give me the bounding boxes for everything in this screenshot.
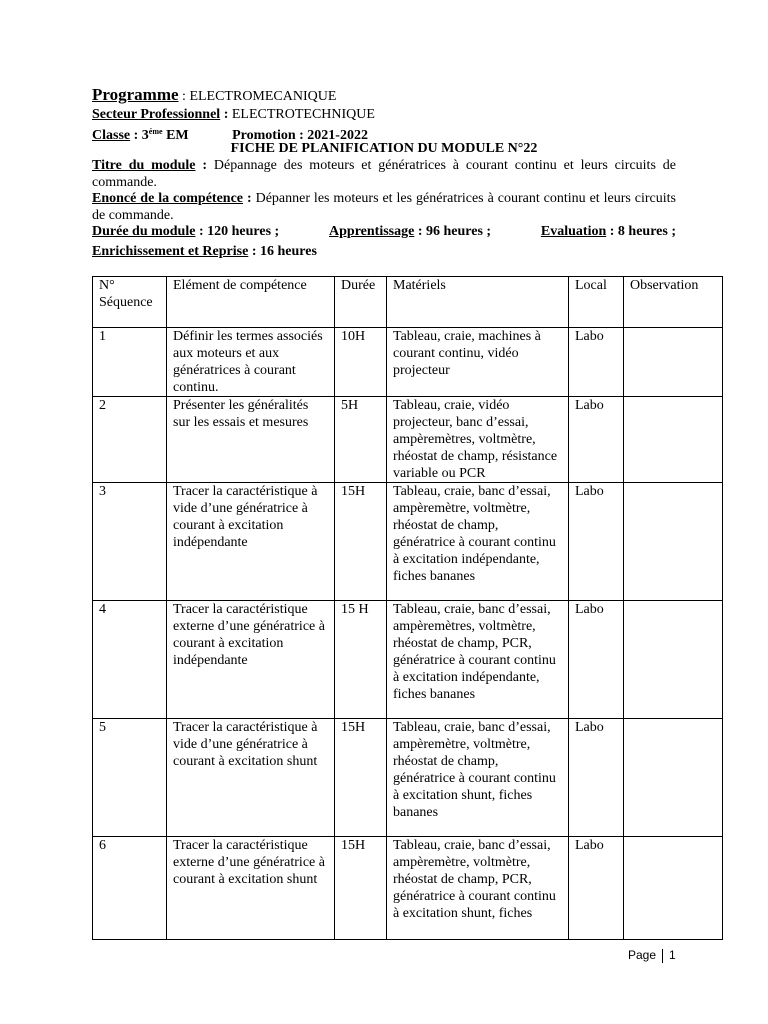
classe-num: 3	[141, 128, 149, 143]
cell-materiels: Tableau, craie, banc d’essai, ampèremètres, voltmètre, rhéostat de champ, PCR, génératrice à courant continu à excitation indépendante, fiches bananes	[387, 601, 569, 719]
table-row	[93, 837, 723, 940]
classe-suffix: EM	[166, 128, 189, 143]
cell-duree: 10H	[335, 328, 387, 397]
secteur-line: Secteur Professionnel : ELECTROTECHNIQUE	[92, 107, 375, 122]
duree-label: Durée du module	[92, 224, 196, 239]
titre-module: Titre du module : Dépannage des moteurs et génératrices à courant continu et leurs circuits de commande.	[92, 158, 676, 190]
cell-element: Tracer la caractéristique à vide d’une génératrice à courant à excitation shunt	[167, 719, 335, 837]
programme-label: Programme	[92, 85, 179, 104]
cell-duree: 15 H	[335, 601, 387, 719]
cell-local: Labo	[569, 483, 624, 601]
cell-materiels: Tableau, craie, banc d’essai, ampèremètre, voltmètre, rhéostat de champ, PCR, génératrice à courant continu à excitation shunt, fiches	[387, 837, 569, 940]
cell-local: Labo	[569, 719, 624, 837]
header-observation: Observation	[624, 277, 723, 328]
duree-value: 120 heures ;	[207, 224, 280, 239]
cell-element: Présenter les généralités sur les essais et mesures	[167, 397, 335, 483]
page-footer	[628, 948, 676, 963]
cell-element: Tracer la caractéristique externe d’une génératrice à courant à excitation shunt	[167, 837, 335, 940]
planning-table	[92, 276, 723, 940]
header-duree: Durée	[335, 277, 387, 328]
secteur-label: Secteur Professionnel	[92, 107, 221, 122]
apprentissage-value: 96 heures ;	[426, 224, 492, 239]
cell-observation	[624, 397, 723, 483]
titre-value: Dépannage des moteurs et génératrices à courant continu et leurs circuits de commande.	[92, 158, 676, 190]
evaluation-value: 8 heures ;	[617, 224, 676, 239]
cell-local: Labo	[569, 837, 624, 940]
enrichissement-value: 16 heures	[259, 244, 317, 259]
secteur-value: ELECTROTECHNIQUE	[231, 107, 375, 122]
fiche-title: FICHE DE PLANIFICATION DU MODULE N°22	[230, 141, 538, 156]
cell-local: Labo	[569, 397, 624, 483]
table-row	[93, 397, 723, 483]
cell-duree: 15H	[335, 719, 387, 837]
table-row	[93, 483, 723, 601]
enrichissement-label: Enrichissement et Reprise	[92, 244, 249, 259]
cell-num: 4	[93, 601, 167, 719]
cell-materiels: Tableau, craie, vidéo projecteur, banc d’essai, ampèremètres, voltmètre, rhéostat de champ, résistance variable ou PCR	[387, 397, 569, 483]
cell-duree: 5H	[335, 397, 387, 483]
cell-materiels: Tableau, craie, machines à courant continu, vidéo projecteur	[387, 328, 569, 397]
cell-num: 3	[93, 483, 167, 601]
cell-num: 2	[93, 397, 167, 483]
evaluation-label: Evaluation	[540, 224, 607, 239]
table-row	[93, 328, 723, 397]
cell-materiels: Tableau, craie, banc d’essai, ampèremètre, voltmètre, rhéostat de champ, génératrice à courant continu à excitation shunt, fiches bananes	[387, 719, 569, 837]
cell-duree: 15H	[335, 483, 387, 601]
cell-materiels: Tableau, craie, banc d’essai, ampèremètre, voltmètre, rhéostat de champ, génératrice à courant continu à excitation indépendante, fiches bananes	[387, 483, 569, 601]
cell-num: 6	[93, 837, 167, 940]
cell-observation	[624, 483, 723, 601]
table-row	[93, 719, 723, 837]
cell-observation	[624, 328, 723, 397]
cell-local: Labo	[569, 601, 624, 719]
enrichissement-line: Enrichissement et Reprise : 16 heures	[92, 244, 317, 259]
enonce-competence: Enoncé de la compétence : Dépanner les moteurs et les génératrices à courant continu et leurs circuits de commande.	[92, 191, 676, 223]
cell-num: 1	[93, 328, 167, 397]
enonce-label: Enoncé de la compétence	[92, 191, 244, 206]
cell-element: Définir les termes associés aux moteurs et aux génératrices à courant continu.	[167, 328, 335, 397]
cell-num: 5	[93, 719, 167, 837]
programme-value: ELECTROMECANIQUE	[189, 89, 337, 104]
header-materiels: Matériels	[387, 277, 569, 328]
cell-element: Tracer la caractéristique à vide d’une génératrice à courant à excitation indépendante	[167, 483, 335, 601]
header-element: Elément de compétence	[167, 277, 335, 328]
promotion: Promotion : 2021-2022	[232, 128, 368, 143]
page-label: Page	[628, 948, 657, 962]
classe-label: Classe	[92, 128, 131, 143]
cell-observation	[624, 837, 723, 940]
cell-element: Tracer la caractéristique externe d’une génératrice à courant à excitation indépendante	[167, 601, 335, 719]
cell-observation	[624, 601, 723, 719]
titre-label: Titre du module	[92, 158, 196, 173]
header-local: Local	[569, 277, 624, 328]
enonce-value: Dépanner les moteurs et les génératrices à courant continu et leurs circuits de commande.	[92, 191, 676, 223]
cell-duree: 15H	[335, 837, 387, 940]
durees-line: Durée du module : 120 heures ; Apprentissage : 96 heures ; Evaluation : 8 heures ;	[92, 224, 676, 239]
header-num: N° Séquence	[93, 277, 167, 328]
cell-local: Labo	[569, 328, 624, 397]
table-header-row	[93, 277, 723, 328]
programme-line: Programme : ELECTROMECANIQUE	[92, 85, 337, 104]
table-row	[93, 601, 723, 719]
cell-observation	[624, 719, 723, 837]
apprentissage-label: Apprentissage	[329, 224, 415, 239]
page-number: 1	[669, 948, 676, 962]
classe-sup: éme	[148, 127, 163, 136]
classe-line: Classe : $3^{éme}$ EM Promotion : 2021-2022	[92, 127, 368, 143]
footer-divider	[662, 949, 663, 963]
